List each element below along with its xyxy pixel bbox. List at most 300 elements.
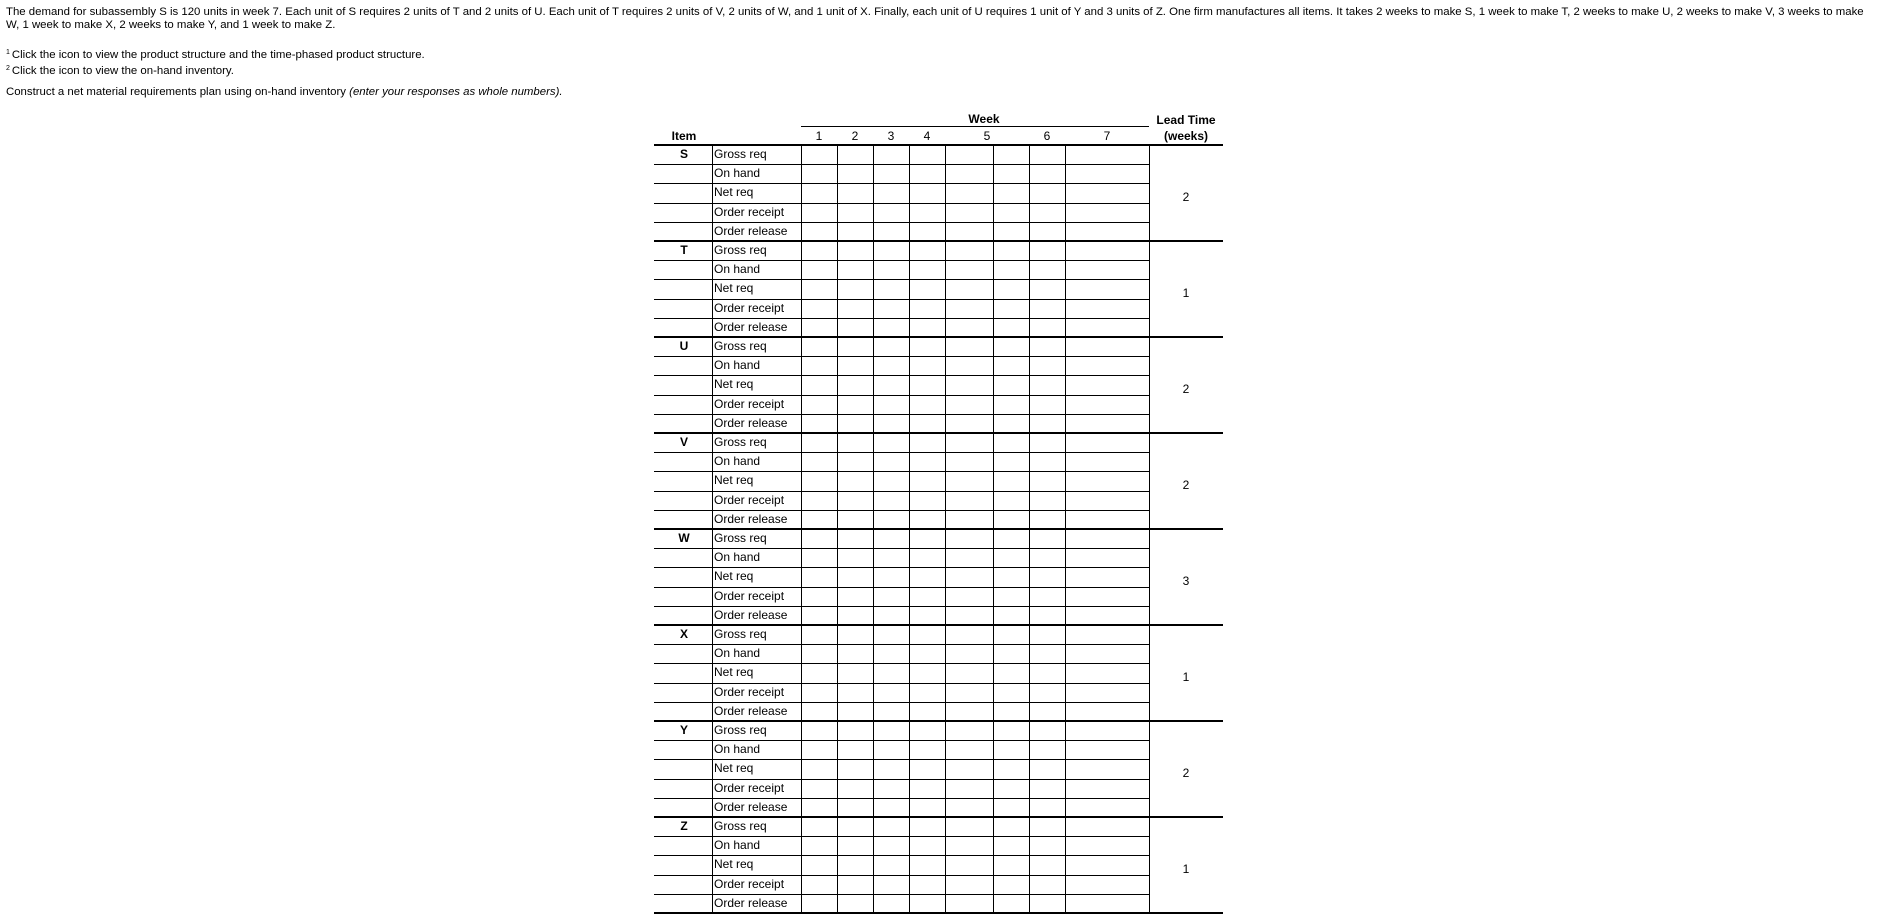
mrp-cell-input[interactable]: [911, 742, 943, 757]
item-name: V: [679, 435, 688, 449]
mrp-cell-input[interactable]: [911, 166, 943, 181]
mrp-cell-input[interactable]: [839, 685, 871, 700]
mrp-cell-input[interactable]: [803, 761, 835, 776]
mrp-cell-input[interactable]: [947, 358, 1027, 373]
mrp-cell-input[interactable]: [839, 224, 871, 239]
mrp-cell-input[interactable]: [947, 569, 1027, 584]
mrp-cell-input[interactable]: [1031, 838, 1063, 853]
mrp-cell-input[interactable]: [839, 800, 871, 815]
mrp-cell-input[interactable]: [1031, 377, 1063, 392]
mrp-cell-input[interactable]: [839, 531, 871, 546]
mrp-cell-input[interactable]: [875, 435, 907, 450]
mrp-cell-input[interactable]: [947, 704, 1027, 719]
mrp-cell-input[interactable]: [911, 569, 943, 584]
mrp-cell-input[interactable]: [947, 473, 1027, 488]
mrp-cell-input[interactable]: [1031, 896, 1063, 911]
mrp-cell-input[interactable]: [1067, 857, 1147, 872]
mrp-cell-input[interactable]: [875, 377, 907, 392]
mrp-cell-input[interactable]: [875, 339, 907, 354]
mrp-cell-input[interactable]: [803, 301, 835, 316]
mrp-cell-input[interactable]: [911, 608, 943, 623]
mrp-cell-input[interactable]: [1031, 301, 1063, 316]
mrp-cell-input[interactable]: [1031, 704, 1063, 719]
mrp-cell-input[interactable]: [1031, 531, 1063, 546]
mrp-cell-input[interactable]: [1067, 358, 1147, 373]
mrp-cell-input[interactable]: [875, 761, 907, 776]
mrp-cell-input[interactable]: [1067, 761, 1147, 776]
mrp-cell-input[interactable]: [1031, 454, 1063, 469]
mrp-cell-input[interactable]: [803, 358, 835, 373]
mrp-cell-input[interactable]: [1031, 473, 1063, 488]
mrp-cell-input[interactable]: [875, 569, 907, 584]
mrp-cell-input[interactable]: [803, 205, 835, 220]
mrp-cell-input[interactable]: [839, 454, 871, 469]
mrp-cell-input[interactable]: [1031, 512, 1063, 527]
mrp-cell-input[interactable]: [839, 857, 871, 872]
mrp-cell-input[interactable]: [911, 512, 943, 527]
mrp-cell-input[interactable]: [839, 147, 871, 162]
mrp-cell-input[interactable]: [911, 723, 943, 738]
mrp-cell-input[interactable]: [803, 166, 835, 181]
mrp-cell-input[interactable]: [1031, 819, 1063, 834]
mrp-cell-input[interactable]: [1067, 339, 1147, 354]
row-label: Net req: [714, 761, 754, 776]
lead-time-value: 2: [1182, 766, 1190, 780]
mrp-cell-input[interactable]: [947, 339, 1027, 354]
mrp-cell-input[interactable]: [803, 377, 835, 392]
mrp-cell-input[interactable]: [803, 800, 835, 815]
mrp-cell-input[interactable]: [947, 685, 1027, 700]
mrp-cell-input[interactable]: [911, 550, 943, 565]
mrp-cell-input[interactable]: [875, 608, 907, 623]
mrp-cell-input[interactable]: [947, 166, 1027, 181]
mrp-cell-input[interactable]: [911, 397, 943, 412]
mrp-cell-input[interactable]: [839, 358, 871, 373]
week-number: 6: [1043, 129, 1051, 143]
mrp-cell-input[interactable]: [1067, 819, 1147, 834]
row-label: On hand: [714, 454, 761, 469]
mrp-cell-input[interactable]: [875, 781, 907, 796]
mrp-cell-input[interactable]: [839, 320, 871, 335]
footnote-product-structure[interactable]: [6, 46, 425, 62]
mrp-cell-input[interactable]: [803, 685, 835, 700]
mrp-cell-input[interactable]: [911, 185, 943, 200]
mrp-cell-input[interactable]: [803, 723, 835, 738]
mrp-cell-input[interactable]: [1067, 685, 1147, 700]
mrp-cell-input[interactable]: [839, 435, 871, 450]
mrp-cell-input[interactable]: [911, 493, 943, 508]
mrp-cell-input[interactable]: [911, 281, 943, 296]
mrp-cell-input[interactable]: [1031, 569, 1063, 584]
mrp-cell-input[interactable]: [803, 281, 835, 296]
mrp-cell-input[interactable]: [839, 761, 871, 776]
mrp-cell-input[interactable]: [875, 896, 907, 911]
mrp-cell-input[interactable]: [875, 877, 907, 892]
mrp-cell-input[interactable]: [839, 512, 871, 527]
mrp-cell-input[interactable]: [803, 627, 835, 642]
mrp-cell-input[interactable]: [875, 857, 907, 872]
mrp-cell-input[interactable]: [1031, 723, 1063, 738]
mrp-cell-input[interactable]: [839, 243, 871, 258]
column-divider: [909, 721, 910, 817]
mrp-cell-input[interactable]: [1067, 205, 1147, 220]
mrp-cell-input[interactable]: [1067, 569, 1147, 584]
mrp-cell-input[interactable]: [947, 742, 1027, 757]
mrp-cell-input[interactable]: [911, 646, 943, 661]
mrp-cell-input[interactable]: [839, 473, 871, 488]
mrp-cell-input[interactable]: [1031, 435, 1063, 450]
mrp-cell-input[interactable]: [1067, 262, 1147, 277]
mrp-cell-input[interactable]: [1067, 742, 1147, 757]
mrp-cell-input[interactable]: [803, 589, 835, 604]
mrp-cell-input[interactable]: [947, 281, 1027, 296]
mrp-cell-input[interactable]: [911, 243, 943, 258]
column-divider: [909, 625, 910, 721]
mrp-cell-input[interactable]: [1031, 877, 1063, 892]
mrp-cell-input[interactable]: [839, 608, 871, 623]
mrp-cell-input[interactable]: [875, 685, 907, 700]
mrp-cell-input[interactable]: [947, 761, 1027, 776]
mrp-cell-input[interactable]: [839, 627, 871, 642]
mrp-cell-input[interactable]: [803, 454, 835, 469]
mrp-cell-input[interactable]: [947, 819, 1027, 834]
mrp-cell-input[interactable]: [947, 454, 1027, 469]
mrp-cell-input[interactable]: [875, 358, 907, 373]
mrp-cell-input[interactable]: [947, 435, 1027, 450]
mrp-cell-input[interactable]: [911, 358, 943, 373]
mrp-cell-input[interactable]: [1031, 608, 1063, 623]
mrp-cell-input[interactable]: [1067, 166, 1147, 181]
mrp-cell-input[interactable]: [947, 550, 1027, 565]
mrp-cell-input[interactable]: [1031, 224, 1063, 239]
row-divider: [654, 395, 1149, 396]
mrp-cell-input[interactable]: [803, 493, 835, 508]
row-label: Order receipt: [714, 396, 785, 411]
mrp-cell-input[interactable]: [803, 838, 835, 853]
mrp-cell-input[interactable]: [875, 800, 907, 815]
mrp-cell-input[interactable]: [1067, 320, 1147, 335]
mrp-cell-input[interactable]: [1067, 838, 1147, 853]
mrp-cell-input[interactable]: [803, 742, 835, 757]
mrp-cell-input[interactable]: [1067, 646, 1147, 661]
mrp-cell-input[interactable]: [1031, 742, 1063, 757]
mrp-cell-input[interactable]: [1031, 166, 1063, 181]
mrp-cell-input[interactable]: [911, 454, 943, 469]
mrp-cell-input[interactable]: [839, 301, 871, 316]
mrp-cell-input[interactable]: [839, 550, 871, 565]
mrp-cell-input[interactable]: [1067, 416, 1147, 431]
mrp-cell-input[interactable]: [803, 877, 835, 892]
mrp-cell-input[interactable]: [839, 205, 871, 220]
mrp-cell-input[interactable]: [1067, 454, 1147, 469]
mrp-cell-input[interactable]: [947, 589, 1027, 604]
mrp-cell-input[interactable]: [1031, 358, 1063, 373]
mrp-cell-input[interactable]: [875, 704, 907, 719]
mrp-cell-input[interactable]: [911, 262, 943, 277]
mrp-cell-input[interactable]: [1067, 800, 1147, 815]
mrp-cell-input[interactable]: [911, 877, 943, 892]
mrp-cell-input[interactable]: [839, 262, 871, 277]
mrp-cell-input[interactable]: [947, 857, 1027, 872]
mrp-cell-input[interactable]: [947, 896, 1027, 911]
mrp-cell-input[interactable]: [1031, 685, 1063, 700]
mrp-cell-input[interactable]: [1031, 262, 1063, 277]
mrp-cell-input[interactable]: [947, 301, 1027, 316]
mrp-cell-input[interactable]: [1031, 665, 1063, 680]
mrp-cell-input[interactable]: [947, 493, 1027, 508]
mrp-cell-input[interactable]: [911, 589, 943, 604]
mrp-cell-input[interactable]: [947, 262, 1027, 277]
mrp-cell-input[interactable]: [911, 224, 943, 239]
mrp-cell-input[interactable]: [1031, 493, 1063, 508]
mrp-cell-input[interactable]: [1031, 243, 1063, 258]
mrp-cell-input[interactable]: [947, 416, 1027, 431]
mrp-cell-input[interactable]: [1031, 147, 1063, 162]
mrp-cell-input[interactable]: [1067, 704, 1147, 719]
mrp-cell-input[interactable]: [839, 838, 871, 853]
mrp-cell-input[interactable]: [875, 512, 907, 527]
mrp-cell-input[interactable]: [875, 262, 907, 277]
mrp-cell-input[interactable]: [911, 339, 943, 354]
mrp-cell-input[interactable]: [947, 665, 1027, 680]
mrp-cell-input[interactable]: [803, 531, 835, 546]
mrp-cell-input[interactable]: [839, 166, 871, 181]
mrp-cell-input[interactable]: [1067, 397, 1147, 412]
mrp-cell-input[interactable]: [803, 339, 835, 354]
mrp-cell-input[interactable]: [1031, 416, 1063, 431]
mrp-cell-input[interactable]: [839, 896, 871, 911]
mrp-cell-input[interactable]: [1067, 877, 1147, 892]
mrp-cell-input[interactable]: [947, 205, 1027, 220]
mrp-cell-input[interactable]: [1067, 589, 1147, 604]
mrp-cell-input[interactable]: [1031, 800, 1063, 815]
mrp-cell-input[interactable]: [947, 377, 1027, 392]
mrp-cell-input[interactable]: [875, 627, 907, 642]
mrp-cell-input[interactable]: [1067, 435, 1147, 450]
mrp-cell-input[interactable]: [1031, 550, 1063, 565]
mrp-cell-input[interactable]: [947, 646, 1027, 661]
mrp-cell-input[interactable]: [1031, 646, 1063, 661]
mrp-cell-input[interactable]: [911, 685, 943, 700]
mrp-cell-input[interactable]: [947, 243, 1027, 258]
mrp-cell-input[interactable]: [911, 377, 943, 392]
mrp-cell-input[interactable]: [911, 205, 943, 220]
mrp-cell-input[interactable]: [947, 838, 1027, 853]
mrp-cell-input[interactable]: [947, 185, 1027, 200]
footnotes: [6, 46, 425, 78]
mrp-cell-input[interactable]: [839, 281, 871, 296]
mrp-cell-input[interactable]: [839, 819, 871, 834]
mrp-cell-input[interactable]: [947, 224, 1027, 239]
mrp-cell-input[interactable]: [875, 243, 907, 258]
mrp-cell-input[interactable]: [839, 493, 871, 508]
mrp-cell-input[interactable]: [1067, 243, 1147, 258]
mrp-cell-input[interactable]: [911, 301, 943, 316]
mrp-cell-input[interactable]: [1067, 531, 1147, 546]
mrp-cell-input[interactable]: [947, 800, 1027, 815]
mrp-cell-input[interactable]: [947, 397, 1027, 412]
mrp-cell-input[interactable]: [803, 665, 835, 680]
column-divider: [945, 145, 946, 241]
mrp-cell-input[interactable]: [1031, 205, 1063, 220]
mrp-cell-input[interactable]: [911, 435, 943, 450]
mrp-cell-input[interactable]: [911, 531, 943, 546]
mrp-cell-input[interactable]: [839, 185, 871, 200]
mrp-cell-input[interactable]: [911, 473, 943, 488]
mrp-cell-input[interactable]: [1067, 781, 1147, 796]
mrp-cell-input[interactable]: [803, 704, 835, 719]
mrp-cell-input[interactable]: [839, 397, 871, 412]
mrp-cell-input[interactable]: [839, 569, 871, 584]
mrp-cell-input[interactable]: [875, 185, 907, 200]
mrp-cell-input[interactable]: [1067, 493, 1147, 508]
mrp-cell-input[interactable]: [1067, 512, 1147, 527]
mrp-cell-input[interactable]: [839, 416, 871, 431]
mrp-cell-input[interactable]: [803, 185, 835, 200]
mrp-cell-input[interactable]: [1031, 185, 1063, 200]
mrp-cell-input[interactable]: [875, 397, 907, 412]
mrp-cell-input[interactable]: [911, 627, 943, 642]
mrp-cell-input[interactable]: [911, 147, 943, 162]
mrp-cell-input[interactable]: [803, 646, 835, 661]
mrp-cell-input[interactable]: [911, 896, 943, 911]
mrp-cell-input[interactable]: [803, 397, 835, 412]
mrp-cell-input[interactable]: [875, 589, 907, 604]
mrp-cell-input[interactable]: [839, 877, 871, 892]
mrp-cell-input[interactable]: [911, 416, 943, 431]
mrp-cell-input[interactable]: [803, 262, 835, 277]
mrp-cell-input[interactable]: [1031, 320, 1063, 335]
mrp-cell-input[interactable]: [947, 877, 1027, 892]
mrp-cell-input[interactable]: [911, 761, 943, 776]
mrp-cell-input[interactable]: [1031, 627, 1063, 642]
mrp-cell-input[interactable]: [1031, 761, 1063, 776]
mrp-cell-input[interactable]: [875, 550, 907, 565]
mrp-cell-input[interactable]: [1067, 301, 1147, 316]
mrp-cell-input[interactable]: [1031, 589, 1063, 604]
column-divider: [1029, 529, 1030, 625]
mrp-cell-input[interactable]: [803, 320, 835, 335]
mrp-cell-input[interactable]: [803, 416, 835, 431]
mrp-cell-input[interactable]: [1067, 281, 1147, 296]
mrp-cell-input[interactable]: [911, 857, 943, 872]
row-divider: [654, 375, 1149, 376]
row-label: Order receipt: [714, 588, 785, 603]
mrp-cell-input[interactable]: [875, 493, 907, 508]
mrp-cell-input[interactable]: [947, 531, 1027, 546]
mrp-cell-input[interactable]: [1067, 665, 1147, 680]
mrp-cell-input[interactable]: [875, 454, 907, 469]
mrp-cell-input[interactable]: [1067, 377, 1147, 392]
mrp-cell-input[interactable]: [1067, 473, 1147, 488]
mrp-cell-input[interactable]: [875, 819, 907, 834]
mrp-cell-input[interactable]: [803, 147, 835, 162]
mrp-cell-input[interactable]: [1067, 627, 1147, 642]
mrp-cell-input[interactable]: [1067, 723, 1147, 738]
mrp-cell-input[interactable]: [947, 723, 1027, 738]
mrp-cell-input[interactable]: [803, 857, 835, 872]
mrp-cell-input[interactable]: [1031, 781, 1063, 796]
mrp-cell-input[interactable]: [1067, 896, 1147, 911]
mrp-cell-input[interactable]: [875, 416, 907, 431]
mrp-cell-input[interactable]: [839, 339, 871, 354]
lead-time-value: 1: [1182, 862, 1190, 876]
mrp-cell-input[interactable]: [947, 627, 1027, 642]
mrp-cell-input[interactable]: [875, 723, 907, 738]
mrp-cell-input[interactable]: [803, 435, 835, 450]
mrp-cell-input[interactable]: [803, 569, 835, 584]
mrp-cell-input[interactable]: [875, 838, 907, 853]
mrp-cell-input[interactable]: [1031, 397, 1063, 412]
mrp-cell-input[interactable]: [947, 147, 1027, 162]
mrp-cell-input[interactable]: [875, 205, 907, 220]
mrp-cell-input[interactable]: [947, 781, 1027, 796]
mrp-cell-input[interactable]: [839, 589, 871, 604]
mrp-cell-input[interactable]: [803, 512, 835, 527]
mrp-cell-input[interactable]: [1067, 608, 1147, 623]
mrp-cell-input[interactable]: [1067, 224, 1147, 239]
mrp-cell-input[interactable]: [1067, 147, 1147, 162]
row-divider: [654, 644, 1149, 645]
mrp-cell-input[interactable]: [839, 646, 871, 661]
mrp-cell-input[interactable]: [803, 224, 835, 239]
mrp-cell-input[interactable]: [803, 473, 835, 488]
mrp-cell-input[interactable]: [839, 704, 871, 719]
mrp-cell-input[interactable]: [875, 147, 907, 162]
mrp-cell-input[interactable]: [911, 819, 943, 834]
mrp-cell-input[interactable]: [911, 665, 943, 680]
mrp-cell-input[interactable]: [911, 838, 943, 853]
mrp-cell-input[interactable]: [875, 166, 907, 181]
footnote-on-hand-inventory[interactable]: [6, 62, 425, 78]
mrp-cell-input[interactable]: [803, 781, 835, 796]
mrp-cell-input[interactable]: [875, 742, 907, 757]
mrp-cell-input[interactable]: [1031, 281, 1063, 296]
mrp-cell-input[interactable]: [911, 704, 943, 719]
mrp-cell-input[interactable]: [947, 320, 1027, 335]
mrp-cell-input[interactable]: [947, 512, 1027, 527]
row-divider: [654, 836, 1149, 837]
mrp-cell-input[interactable]: [839, 665, 871, 680]
mrp-cell-input[interactable]: [911, 800, 943, 815]
mrp-cell-input[interactable]: [1067, 550, 1147, 565]
mrp-cell-input[interactable]: [875, 224, 907, 239]
mrp-cell-input[interactable]: [1031, 339, 1063, 354]
mrp-cell-input[interactable]: [875, 646, 907, 661]
mrp-cell-input[interactable]: [875, 531, 907, 546]
mrp-cell-input[interactable]: [803, 819, 835, 834]
mrp-cell-input[interactable]: [839, 377, 871, 392]
mrp-cell-input[interactable]: [875, 281, 907, 296]
mrp-cell-input[interactable]: [839, 723, 871, 738]
column-divider: [837, 241, 838, 337]
mrp-cell-input[interactable]: [803, 896, 835, 911]
mrp-cell-input[interactable]: [803, 243, 835, 258]
mrp-cell-input[interactable]: [803, 550, 835, 565]
mrp-cell-input[interactable]: [1031, 857, 1063, 872]
mrp-cell-input[interactable]: [875, 473, 907, 488]
mrp-cell-input[interactable]: [947, 608, 1027, 623]
mrp-cell-input[interactable]: [875, 320, 907, 335]
mrp-cell-input[interactable]: [911, 320, 943, 335]
mrp-cell-input[interactable]: [1067, 185, 1147, 200]
mrp-cell-input[interactable]: [875, 665, 907, 680]
mrp-cell-input[interactable]: [839, 742, 871, 757]
mrp-cell-input[interactable]: [803, 608, 835, 623]
mrp-cell-input[interactable]: [875, 301, 907, 316]
mrp-cell-input[interactable]: [839, 781, 871, 796]
mrp-cell-input[interactable]: [911, 781, 943, 796]
